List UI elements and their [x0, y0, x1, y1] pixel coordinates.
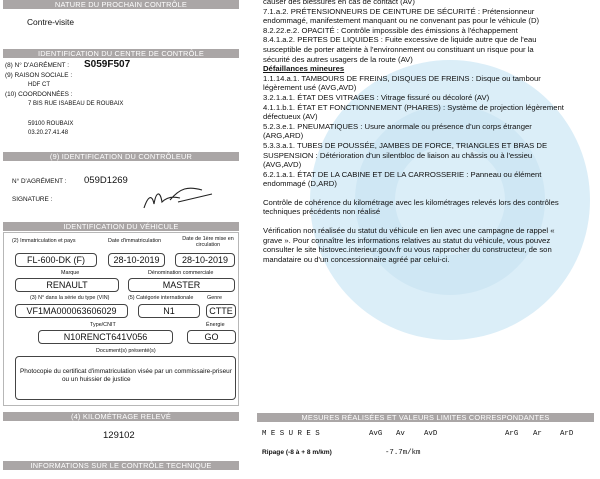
ripage-value: -7.7m/km: [385, 449, 421, 457]
defaillance-line: (ARG,ARD): [263, 131, 304, 141]
defaillance-line: 5.2.3.e.1. PNEUMATIQUES : Usure anormale ou présence d'un corps étranger: [263, 121, 532, 131]
col-ar: Ar: [533, 430, 542, 438]
col-avg: AvG: [369, 430, 383, 438]
vin-value-box: VF1MA000063606029: [15, 304, 128, 318]
defaillance-line: grave ». Pour connaître les informations relatives au statut du véhicule, vous pouvez: [263, 235, 551, 245]
defaillance-line: 8.2.22.e.2. OPACITÉ : Contrôle impossible des émissions à l'échappement: [263, 25, 518, 35]
genre-value-box: CTTE: [206, 304, 236, 318]
prochain-controle-value: Contre-visite: [27, 17, 75, 27]
defaillance-line: susceptible de porter atteinte à l'environnement ou constituant un risque pour la: [263, 44, 534, 54]
defaillance-line: défectueux (AV): [263, 112, 318, 122]
defaillance-line: Vérification non réalisée du statut du véhicule en lien avec une campagne de rappel «: [263, 226, 555, 236]
info-defavorable-header: INFORMATIONS SUR LE CONTRÔLE TECHNIQUE DÉFAVORABLE: [3, 461, 239, 470]
date-circ-label: Date de 1ère mise en circulation: [182, 236, 234, 248]
agrement-label: (8) N° D'AGRÉMENT :: [5, 62, 70, 69]
raison-sociale-value: HDF CT: [28, 82, 50, 88]
denomination-label: Dénomination commerciale: [148, 270, 214, 276]
document-value-line1: Photocopie du certificat d'immatriculation visée par un commissaire-priseur: [20, 368, 232, 375]
type-cnit-value-box: N10RENCT641V056: [38, 330, 173, 344]
categorie-value-box: N1: [138, 304, 200, 318]
defaillance-line: [263, 189, 593, 198]
controleur-header: (9) IDENTIFICATION DU CONTRÔLEUR: [3, 152, 239, 161]
document-value-box: [15, 356, 236, 400]
kilometrage-value: 129102: [103, 430, 135, 441]
immat-label: (2) Immatriculation et pays: [12, 238, 76, 244]
coordonnees-line2: 59100 ROUBAIX: [28, 121, 74, 127]
defaillance-line: (AVG,AVD): [263, 160, 302, 170]
controleur-agrement-value: 059D1269: [84, 175, 128, 186]
defaillance-line: 6.2.1.a.1. ÉTAT DE LA CABINE ET DE LA CARROSSERIE : Panneau ou élément: [263, 169, 542, 179]
col-avd: AvD: [424, 430, 438, 438]
immat-value-box: FL-600-DK (F): [15, 253, 97, 267]
defaillance-line: légèrement usé (AVG,AVD): [263, 83, 357, 93]
defaillance-line: 4.1.1.b.1. ÉTAT ET FONCTIONNEMENT (PHARES) : Système de projection légèrement: [263, 102, 564, 112]
vehicule-header: IDENTIFICATION DU VÉHICULE: [3, 222, 239, 231]
energie-value-box: GO: [187, 330, 236, 344]
agrement-value: S059F507: [84, 59, 131, 70]
centre-header: IDENTIFICATION DU CENTRE DE CONTRÔLE: [3, 49, 239, 58]
marque-label: Marque: [61, 270, 80, 276]
genre-label: Genre: [207, 295, 222, 301]
raison-sociale-label: (9) RAISON SOCIALE :: [5, 72, 73, 79]
defaillance-line: SUSPENSION : Détérioration d'un silentbloc de liaison au châssis ou à l'essieu: [263, 150, 533, 160]
defaillance-line: 3.2.1.a.1. ÉTAT DES VITRAGES : Vitrage fissuré ou décoloré (AV): [263, 92, 490, 102]
ripage-label: Ripage (-8 à + 8 m/km): [262, 449, 332, 456]
defaillance-line: sécurité des autres usagers de la route (AV): [263, 54, 413, 64]
defaillance-line: techniques précédents non réalisé: [263, 207, 381, 217]
col-ard: ArD: [560, 430, 574, 438]
defaillances-text-block: [263, 0, 593, 264]
col-arg: ArG: [505, 430, 519, 438]
defaillance-line: endommagé (D,ARD): [263, 179, 337, 189]
signature-drawing: [140, 180, 215, 212]
date-circ-value-box: 28-10-2019: [175, 253, 235, 267]
mesures-label: M E S U R E S: [262, 430, 320, 438]
defaillance-line: consulter le site histovec.interieur.gouv.fr ou vous rapprocher du constructeur, de son: [263, 245, 552, 255]
defaillance-line: endommagé, manifestement manquant ou ne convenant pas pour le véhicule (D): [263, 16, 540, 26]
prochain-controle-header: NATURE DU PROCHAIN CONTRÔLE: [3, 0, 239, 9]
defaillance-line: Contrôle de cohérence du kilométrage avec les kilométrages relevés lors des contrôles: [263, 197, 559, 207]
energie-label: Énergie: [206, 322, 225, 328]
controleur-agrement-label: N° D'AGRÉMENT :: [12, 178, 67, 185]
defaillance-line: 8.4.1.a.2. PERTES DE LIQUIDES : Fuite excessive de liquide autre que de l'eau: [263, 35, 537, 45]
defaillance-line: causer des blessures en cas de contact (AV): [263, 0, 415, 6]
defaillances-mineures-heading: Défaillances mineures: [263, 64, 345, 74]
marque-value-box: RENAULT: [15, 278, 119, 292]
defaillance-line: [263, 217, 593, 226]
defaillance-line: mandataire ou d'un concessionnaire agréé par celui-ci.: [263, 254, 450, 264]
coordonnees-line3: 03.20.27.41.48: [28, 130, 69, 136]
mesures-header: MESURES RÉALISÉES ET VALEURS LIMITES CORRESPONDANTES: [257, 413, 594, 422]
defaillance-line: 1.1.14.a.1. TAMBOURS DE FREINS, DISQUES DE FREINS : Disque ou tambour: [263, 73, 541, 83]
categorie-label: (5) Catégorie internationale: [128, 295, 194, 301]
col-av: Av: [396, 430, 405, 438]
coordonnees-label: (10) COORDONNÉES :: [5, 91, 73, 98]
date-immat-label: Date d'immatriculation: [108, 238, 162, 244]
defaillance-line: 7.1.a.2. PRÉTENSIONNEURS DE CEINTURE DE SÉCURITÉ : Prétensionneur: [263, 6, 535, 16]
date-immat-value-box: 28-10-2019: [108, 253, 165, 267]
denomination-value-box: MASTER: [128, 278, 235, 292]
type-cnit-label: Type/CNIT: [90, 322, 116, 328]
vin-label: (3) N° dans la série du type (VIN): [30, 295, 110, 301]
coordonnees-line1: 7 BIS RUE ISABEAU DE ROUBAIX: [28, 101, 124, 107]
document-label: Document(s) présenté(s): [96, 348, 156, 354]
defaillance-line: 5.3.3.a.1. TUBES DE POUSSÉE, JAMBES DE FORCE, TRIANGLES ET BRAS DE: [263, 140, 548, 150]
kilometrage-header: (4) KILOMÉTRAGE RELEVÉ: [3, 412, 239, 421]
signature-label: SIGNATURE :: [12, 196, 53, 203]
document-value-line2: ou un huissier de justice: [62, 376, 131, 383]
